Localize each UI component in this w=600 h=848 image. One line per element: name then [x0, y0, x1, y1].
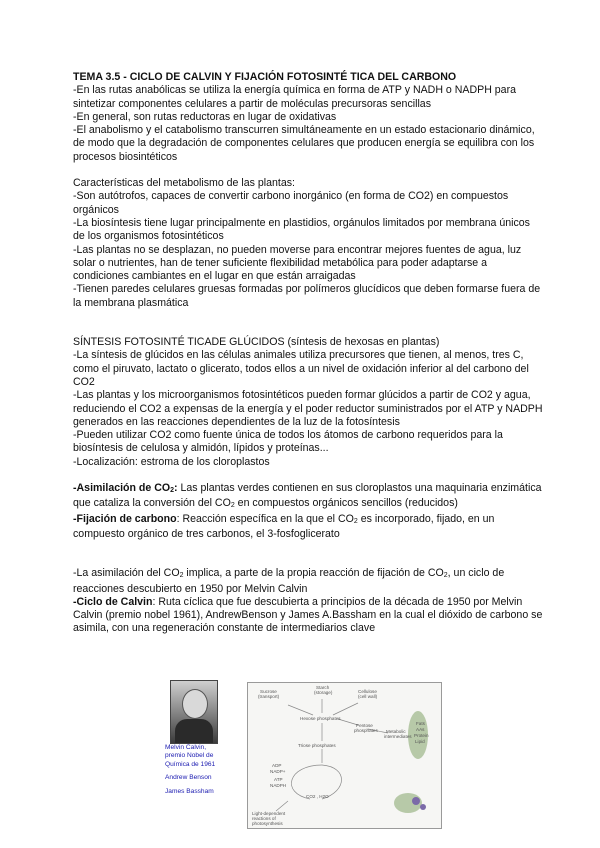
caption-line-3: Química de 1961 [165, 760, 216, 768]
synthesis-item-3: -Pueden utilizar CO2 como fuente única de todos los átomos de carbono requeridos para la biosíntesis de celulosa y almidón, lípidos y proteínas... [73, 429, 503, 455]
page-title: TEMA 3.5 - CICLO DE CALVIN Y FIJACIÓN FOTOSINTÉ TICA DEL CARBONO [73, 71, 457, 83]
co2-assimilation-cycle [73, 567, 543, 596]
label-storage: (storage) [314, 690, 333, 695]
plant-item-2: -La biosíntesis tiene lugar principalmente en plastidios, orgánulos limitados por membrana únicos de los organismos fotosintéticos [73, 216, 530, 243]
co2-sub-2: 2 [230, 502, 235, 510]
co2-sub-5: 2 [443, 572, 448, 580]
label-cellwall: (cell wall) [358, 694, 378, 699]
label-nadp: NADP+ [270, 769, 286, 774]
label-light-1: Light-dependent [252, 811, 286, 816]
label-metabolic-1: Metabolic [386, 729, 406, 734]
calvin-cycle-text: : Ruta cíclica que fue descubierta a principios de la década de 1950 por Melvin Calvin (premio nobel 1961), AndrewBenson y James A.Bassham en la cual el dióxido de carbono se asimila, con una regeneración constante de intermediarios clave [73, 595, 543, 635]
melvin-calvin-portrait [170, 680, 218, 744]
plant-item-3: -Las plantas no se desplazan, no pueden moverse para encontrar mejores fuentes de agua, luz solar o nutrientes, han de tener suficiente flexibilidad metabólica para poder adaptarse a condiciones cambiantes en el lugar en que están arraigadas [73, 243, 522, 283]
synthesis-item-2: -Las plantas y los microorganismos fotosintéticos pueden formar glúcidos a partir de CO2 y agua, reduciendo el CO2 a expensas de la energía y el poder reductor suministrados por el ATP y NADPH generados en las reacciones dependientes de la luz de la fotosíntesis [73, 389, 543, 428]
co2-assimilation-text-a: Las plantas verdes contienen en sus cloroplastos una maquinaria enzimática que cataliza la conversión del CO [73, 482, 542, 510]
label-light-3: photosynthesis [252, 821, 283, 826]
caption-benson: Andrew Benson [165, 774, 212, 782]
document-body [73, 71, 543, 636]
label-cellulose: Cellulose [358, 689, 377, 694]
intro-line-3: -El anabolismo y el catabolismo transcurren simultáneamente en un estado estacionario dinámico, de modo que la degradación de componentes celulares que producen energía se equilibra con los procesos biosintéticos [73, 124, 535, 163]
co2-assimilation-term-a: -Asimilación de CO [73, 482, 171, 495]
co2-sub-3: 2 [353, 517, 358, 525]
assim2-text-b: implica, a parte de la propia reacción de fijación de CO [183, 567, 444, 580]
label-atp: ATP [274, 777, 283, 782]
diagram-arrows [248, 683, 441, 828]
co2-assimilation-text-b: en compuestos orgánicos sencillos (reducidos) [234, 497, 458, 510]
figure-caption [165, 744, 240, 796]
intro-line-2: -En general, son rutas reductoras en lugar de oxidativas [73, 110, 337, 123]
plant-item-4: -Tienen paredes celulares gruesas formadas por polímeros glucídicos que deben formarse fuera de la membrana plasmática [73, 283, 541, 309]
co2-assimilation-definition [73, 482, 543, 513]
synthesis-item-4: -Localización: estroma de los cloroplastos [73, 455, 270, 468]
label-co2: CO2 , H2O [306, 794, 329, 799]
assim2-text-a: -La asimilación del CO [73, 567, 180, 580]
label-metabolic-2: intermediates [384, 734, 412, 739]
label-nadph: NADPH [270, 783, 287, 788]
label-light-2: reactions of [252, 816, 276, 821]
caption-line-1: Melvin Calvin, [165, 744, 207, 751]
label-hexose: Hexose phosphates [300, 716, 341, 721]
calvin-cycle-term: -Ciclo de Calvin [73, 595, 153, 608]
label-pentose-1: Pentose [356, 723, 373, 728]
calvin-figure [165, 680, 440, 830]
label-fats: Fats [416, 721, 425, 726]
label-sucrose: Sucrose [260, 689, 277, 694]
co2-sub-4: 2 [179, 572, 184, 580]
co2-assimilation-term-b: : [174, 482, 178, 495]
label-pentose-2: phosphates [354, 728, 378, 733]
synthesis-item-1: -La síntesis de glúcidos en las células animales utiliza precursores que tienen, al menos, tres C, como el piruvato, lactato o glicerato, todos ellos a un nivel de oxidación inferior al del carbono del CO2 [73, 349, 529, 388]
label-triose: Triose phosphates [298, 743, 336, 748]
caption-line-2: premio Nobel de [165, 752, 214, 760]
calvin-cycle-definition [73, 596, 543, 636]
carbon-fixation-text-b: es incorporado, fijado, en un compuesto orgánico de tres carbonos, el 3-fosfoglicerato [73, 512, 495, 540]
assim2-text-c: , un ciclo de reacciones descubierto en 1950 por Melvin Calvin [73, 567, 505, 595]
caption-bassham: James Bassham [165, 787, 214, 795]
label-transport: (transport) [258, 694, 280, 699]
plant-item-1: -Son autótrofos, capaces de convertir carbono inorgánico (en forma de CO2) en compuestos orgánicos [73, 190, 509, 216]
label-starch: Starch [316, 685, 330, 690]
intro-line-1: -En las rutas anabólicas se utiliza la energía química en forma de ATP y NADH o NADPH para sintetizar componentes celulares a partir de moléculas precursoras sencillas [73, 84, 516, 110]
carbon-metabolism-diagram [247, 682, 442, 829]
label-protein: Protein [414, 733, 429, 738]
co2-sub-1: 2 [170, 487, 175, 495]
plant-metabolism-heading: Características del metabolismo de las plantas: [73, 177, 295, 190]
label-lipid: Lipid [415, 739, 425, 744]
carbon-fixation-text-a: : Reacción específica en la que el CO [176, 512, 354, 525]
label-adp: ADP [272, 763, 282, 768]
label-aas: AAs [416, 727, 425, 732]
carbon-fixation-term: -Fijación de carbono [73, 512, 177, 525]
synthesis-heading: SÍNTESIS FOTOSINTÉ TICADE GLÚCIDOS (síntesis de hexosas en plantas) [73, 336, 440, 349]
carbon-fixation-definition [73, 513, 543, 542]
